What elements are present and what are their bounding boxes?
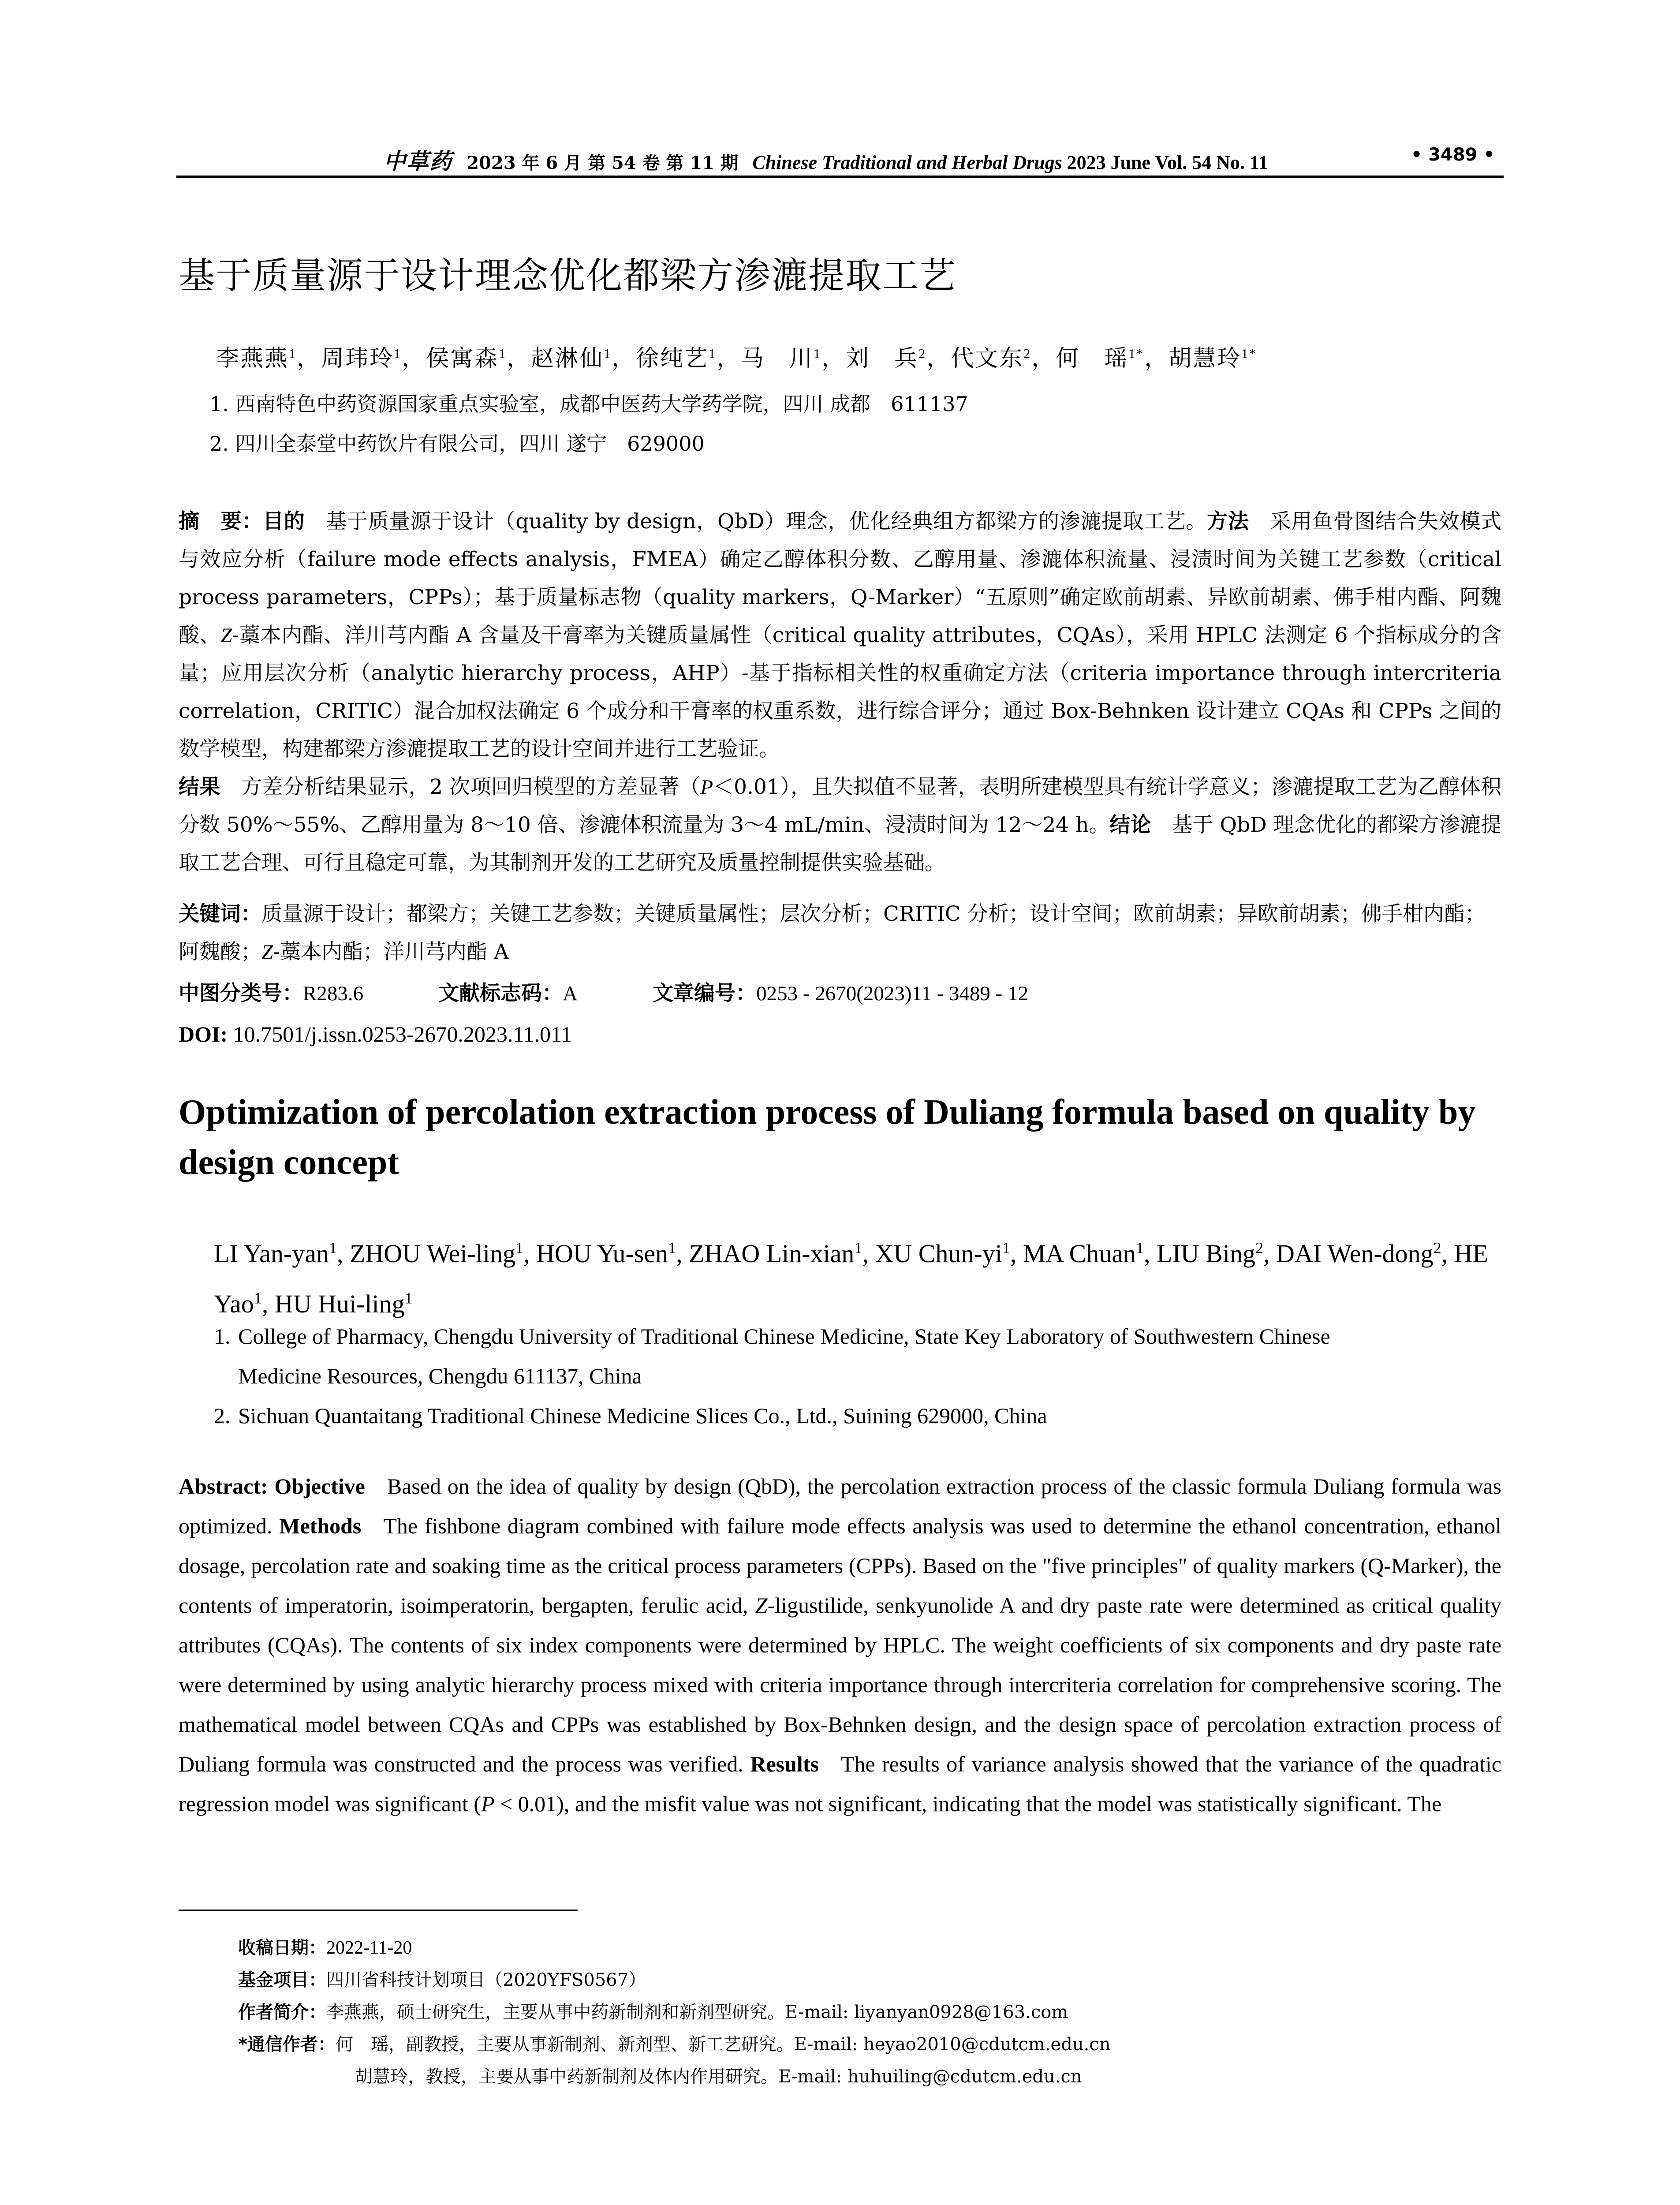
objective-en: Based on the idea of quality by design (QbD), the percolation extraction process of the classic formula Duliang formula was optimized. — [179, 1474, 1501, 1538]
author-en: XU Chun-$yi^1$, — [875, 1239, 1023, 1268]
methods-label-en: Methods — [279, 1514, 362, 1538]
author-cn: 何 瑶$^{1*}$， — [1056, 345, 1169, 372]
objective-cn: 基于质量源于设计（quality by design，QbD）理念，优化经典组方都梁方的渗漉提取工艺。 — [325, 509, 1207, 534]
footnote-corresponding: *通信作者：何 瑶，副教授，主要从事新制剂、新剂型、新工艺研究。E-mail: heyao2010@cdutcm.edu.cn — [238, 2034, 1111, 2055]
results-label-cn: 结果 — [179, 775, 220, 799]
results-en-p: P — [481, 1791, 495, 1816]
methods-en-italic: Z — [755, 1593, 768, 1618]
results-en-b: < 0.01), and the misfit value was not significant, indicating that the model was statistically significant. The — [500, 1791, 1442, 1816]
article-no-value: 0253 - 2670(2023)11 - 3489 - 12 — [756, 982, 1029, 1005]
issue-en: 2023 June Vol. 54 No. 11 — [1067, 152, 1268, 173]
author-cn: 徐纯艺$^1$， — [636, 345, 741, 372]
author-en: MA Chuan$^1$, — [1023, 1239, 1157, 1268]
methods-label-cn: 方法 — [1207, 509, 1249, 534]
title-en: Optimization of percolation extraction process of Duliang formula based on quality by design concept — [179, 1093, 1476, 1182]
doc-code-label: 文献标志码： — [438, 981, 563, 1005]
footnote-fund: 基金项目：四川省科技计划项目（2020YFS0567） — [238, 1970, 646, 1990]
results-cn-b: ＜0.01），且失拟值不显著，表明所建模型具有统计学意义；渗漉提取工艺为乙醇体积分数 50%～55%、乙醇用量为 8～10 倍、渗漉体积流量为 3～4 mL/min、浸渍时间为 12～24 h。 — [179, 775, 1502, 837]
author-cn: 胡慧玲$^{1*}$ — [1169, 345, 1258, 372]
results-cn-a: 方差分析结果显示，2 次项回归模型的方差显著（ — [241, 775, 701, 799]
keywords-cn — [179, 895, 1501, 971]
conclusion-cn: 基于 QbD 理念优化的都梁方渗漉提取工艺合理、可行且稳定可靠，为其制剂开发的工艺研究及质量控制提供实验基础。 — [179, 813, 1502, 875]
clc-label: 中图分类号： — [179, 981, 303, 1005]
doi-label: DOI: — [179, 1022, 228, 1046]
classification-line — [179, 975, 1501, 1013]
footnote-author: 作者简介：李燕燕，硕士研究生，主要从事中药新制剂和新剂型研究。E-mail: liyanyan0928@163.com — [238, 2002, 1068, 2022]
author-en: LIU Bing$^2$, — [1157, 1239, 1276, 1268]
keywords-label-cn: 关键词： — [179, 902, 261, 926]
abstract-cn — [179, 503, 1501, 882]
author-en: ZHOU Wei-ling$^1$, — [349, 1239, 537, 1268]
author-en: HU Hui-ling$^1$ — [274, 1289, 413, 1318]
title-cn: 基于质量源于设计理念优化都梁方渗漉提取工艺 — [179, 255, 957, 297]
footnote-received: 收稿日期：2022-11-20 — [238, 1938, 412, 1958]
keywords-cn-b: -藁本内酯；洋川芎内酯 A — [273, 940, 509, 964]
results-label-en: Results — [750, 1752, 819, 1776]
doi-line — [179, 1015, 1501, 1053]
conclusion-label-cn: 结论 — [1109, 813, 1151, 837]
article-no-label: 文章编号： — [653, 981, 757, 1005]
author-en: HE Yao$^1$, — [214, 1239, 1488, 1318]
doc-code-value: A — [563, 982, 578, 1005]
page-number: • 3489 • — [1411, 145, 1495, 165]
doi-value: 10.7501/j.issn.0253-2670.2023.11.011 — [233, 1022, 572, 1046]
journal-logo: 中草药 — [384, 148, 452, 174]
author-cn: 周玮玲$^1$， — [321, 345, 426, 372]
methods-cn-italic: Z — [220, 624, 232, 647]
running-header — [176, 140, 1504, 176]
author-cn: 刘 兵$^2$， — [846, 345, 951, 372]
authors-en — [214, 1226, 1504, 1326]
abstract-en — [179, 1466, 1501, 1824]
header-rule — [176, 176, 1504, 178]
clc-value: R283.6 — [303, 982, 364, 1005]
author-en: DAI Wen-dong$^2$, — [1276, 1239, 1454, 1268]
methods-cn-b: -藁本内酯、洋川芎内酯 A 含量及干膏率为关键质量属性（critical quality attributes，CQAs），采用 HPLC 法测定 6 个指标成分的含量；应用层次分析（analytic hierarchy process，AHP）-基于指标相关性的权重确定方法（criteria importance through intercriteria correlation，CRITIC）混合加权法确定 6 个成分和干膏率的权重系数，进行综合评分；通过 Box-Behnken 设计建立 CQAs 和 CPPs 之间的数学模型，构建都梁方渗漉提取工艺的设计空间并进行工艺验证。 — [179, 623, 1501, 761]
author-cn: 马 川$^1$， — [741, 345, 846, 372]
methods-en-a: The fishbone diagram combined with failure mode effects analysis was used to determine the ethanol concentration, ethanol dosage, percolation rate and soaking time as the critical process parameters (CPPs). Based on the "five principles" of quality markers (Q-Marker), the contents of imperatorin, isoimperatorin, bergapten, ferulic acid, — [179, 1514, 1502, 1618]
methods-cn-a: 采用鱼骨图结合失效模式与效应分析（failure mode effects analysis，FMEA）确定乙醇体积分数、乙醇用量、渗漉体积流量、浸渍时间为关键工艺参数（critical process parameters，CPPs）；基于质量标志物（quality markers，Q-Marker）“五原则”确定欧前胡素、异欧前胡素、佛手柑内酯、阿魏酸、 — [179, 509, 1502, 647]
author-en: ZHAO Lin-xian$^1$, — [689, 1239, 875, 1268]
author-en: LI Yan-yan$^1$, — [214, 1239, 350, 1268]
keywords-cn-a: 质量源于设计；都梁方；关键工艺参数；关键质量属性；层次分析；CRITIC 分析；设计空间；欧前胡素；异欧前胡素；佛手柑内酯；阿魏酸； — [179, 902, 1486, 964]
results-en-a: The results of variance analysis showed that the variance of the quadratic regression model was significant ( — [179, 1752, 1502, 1816]
authors-cn — [216, 340, 1257, 373]
issue-cn: 2023 年 6 月 第 54 卷 第 11 期 — [467, 153, 739, 173]
author-cn: 赵淋仙$^1$， — [531, 345, 636, 372]
running-header-text — [384, 144, 1268, 176]
affiliation-cn-1: 1. 西南特色中药资源国家重点实验室，成都中医药大学药学院，四川 成都 611137 — [209, 392, 968, 416]
author-cn: 侯寓森$^1$， — [426, 345, 531, 372]
footnote-rule — [179, 1910, 578, 1911]
affiliation-en-2: 2. Sichuan Quantaitang Traditional Chinese Medicine Slices Co., Ltd., Suining 629000, China — [214, 1403, 1047, 1428]
abstract-cn-label: 摘 要： — [179, 509, 263, 534]
affiliation-en-1: 1. College of Pharmacy, Chengdu University of Traditional Chinese Medicine, State Key Laboratory of Southwestern Chinese Medicine Resources, Chengdu 611137, China — [214, 1324, 1330, 1388]
author-en: HOU Yu-sen$^1$, — [536, 1239, 689, 1268]
footnote-corresponding-2: 胡慧玲，教授，主要从事中药新制剂及体内作用研究。E-mail: huhuiling@cdutcm.edu.cn — [355, 2067, 1082, 2087]
objective-label-cn: 目的 — [263, 509, 305, 534]
keywords-cn-italic: Z — [261, 941, 273, 964]
methods-en-b: -ligustilide, senkyunolide A and dry paste rate were determined as critical quality attributes (CQAs). The contents of six index components were determined by HPLC. The weight coefficients of six components and dry paste rate were determined by using analytic hierarchy process mixed with criteria importance through intercriteria correlation for comprehensive scoring. The mathematical model between CQAs and CPPs was established by Box-Behnken design, and the design space of percolation extraction process of Duliang formula was constructed and the process was verified. — [179, 1593, 1502, 1776]
author-cn: 代文东$^2$， — [951, 345, 1056, 372]
affiliation-cn-2: 2. 四川全泰堂中药饮片有限公司，四川 遂宁 629000 — [209, 432, 705, 456]
abstract-en-label: Abstract: Objective — [179, 1474, 365, 1499]
author-cn: 李燕燕$^1$， — [216, 345, 321, 372]
journal-name-en: Chinese Traditional and Herbal Drugs — [752, 152, 1062, 173]
results-cn-p: P — [700, 776, 713, 799]
